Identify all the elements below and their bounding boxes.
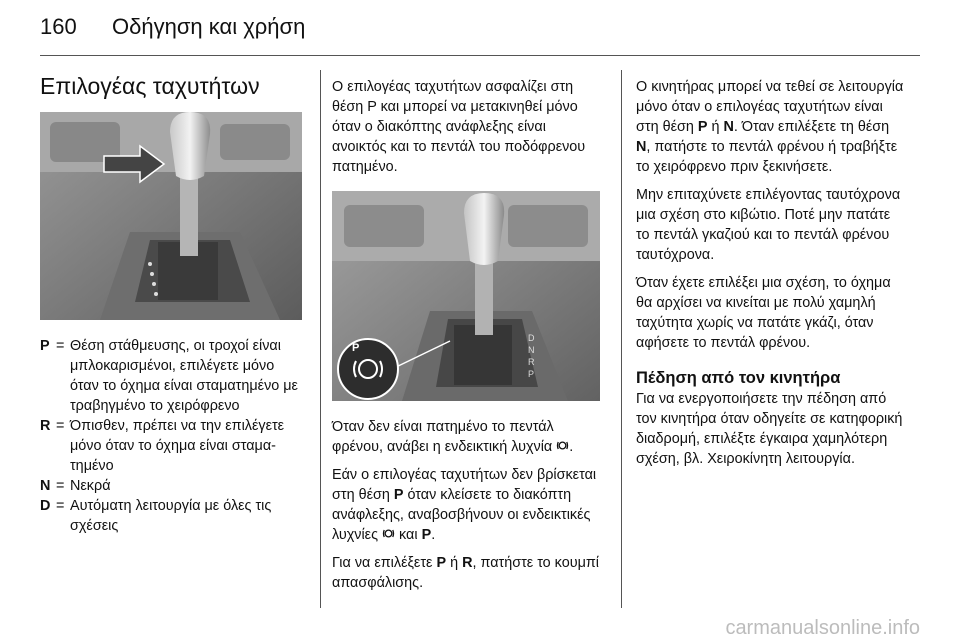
column-2 — [332, 77, 600, 601]
gate-label: R — [528, 357, 535, 367]
gear-key: N — [636, 139, 647, 155]
gear-description: Θέση στάθμευσης, οι τροχοί είναι μπλοκαρισμένοι, επιλέγετε μόνο όταν το όχημα είναι σταματημένο με τραβηγμένο το χειρόφρενο — [70, 338, 298, 414]
paragraph: Όταν έχετε επιλέξει μια σχέση, το όχημα θα αρχίσει να κινείται με πολύ χαμηλή ταχύτητα χωρίς να πατάτε γκάζι, όταν αφήσετε το πεντάλ φρένου. — [636, 275, 891, 351]
header-rule — [40, 55, 920, 56]
gear-key: R — [40, 418, 51, 434]
gear-key: D — [40, 498, 51, 514]
equals-sign: = — [56, 418, 65, 434]
gear-key: R — [462, 555, 473, 571]
equals-sign: = — [56, 478, 65, 494]
gear-key: N — [723, 119, 734, 135]
column-rule-2 — [621, 70, 622, 608]
brake-warning-lamp-icon — [382, 527, 395, 540]
list-item — [40, 416, 304, 476]
gear-key: P — [40, 338, 50, 354]
gear-selector-photo — [40, 112, 302, 320]
gear-key: P — [421, 527, 432, 543]
paragraph: Όταν δεν είναι πατημένο το πεντάλ φρένου, ανάβει η ενδεικτική λυχνία . — [332, 419, 574, 455]
column-1 — [40, 66, 304, 536]
paragraph: Για να επιλέξετε P ή R, πατήστε το κουμπί απασφάλισης. — [332, 555, 599, 591]
gear-description: Αυτόματη λειτουργία με όλες τις σχέσεις — [70, 498, 272, 534]
column-rule-1 — [320, 70, 321, 608]
gear-key: N — [40, 478, 51, 494]
column-3 — [636, 77, 904, 477]
gear-key: P — [436, 555, 447, 571]
equals-sign: = — [56, 498, 65, 514]
gear-position-list — [40, 336, 304, 536]
paragraph: Ο επιλογέας ταχυτήτων ασφαλίζει στη θέση P και μπορεί να μετακινηθεί μόνο όταν ο διακόπτης ανάφλεξης είναι ανοικτός και το πεντάλ του ποδόφρενου πατημένο. — [332, 79, 586, 175]
gear-key: P — [697, 119, 708, 135]
gear-key: P — [393, 487, 404, 503]
brake-warning-lamp-icon — [556, 439, 569, 452]
paragraph: Ο κινητήρας μπορεί να τεθεί σε λειτουργία μόνο όταν ο επιλογέας ταχυτήτων είναι στη θέση P ή N. Όταν επιλέξετε τη θέση N, πατήστε το πεντάλ φρένου ή τραβήξτε το χειρόφρενο πριν ξεκινήσετε. — [636, 79, 904, 175]
gate-label: P — [528, 369, 535, 379]
gate-label: D — [528, 333, 535, 343]
watermark: carmanualsonline.info — [725, 617, 920, 639]
equals-sign: = — [56, 338, 65, 354]
paragraph: Μην επιταχύνετε επιλέγοντας ταυτόχρονα μια σχέση στο κιβώτιο. Ποτέ μην πατάτε το πεντάλ γκαζιού και το πεντάλ φρένου ταυτόχρονα. — [636, 187, 901, 263]
section-title: Επιλογέας ταχυτήτων — [40, 73, 260, 99]
list-item — [40, 496, 304, 536]
gear-selector-lamp-photo — [332, 191, 600, 401]
figure-label-p: P — [352, 342, 360, 354]
gate-label: N — [528, 345, 535, 355]
gear-description: Όπισθεν, πρέπει να την επιλέγετε μόνο όταν το όχημα είναι σταματημένο — [70, 418, 285, 474]
subsection-title: Πέδηση από τον κινητήρα — [636, 369, 841, 387]
paragraph: Εάν ο επιλογέας ταχυτήτων δεν βρίσκεται στη θέση P όταν κλείσετε το διακόπτη ανάφλεξης, αναβοσβήνουν οι ενδεικτικές λυχνίες και P. — [332, 467, 597, 543]
gear-description: Νεκρά — [70, 478, 111, 494]
chapter-title: Οδήγηση και χρήση — [112, 14, 306, 39]
paragraph: Για να ενεργοποιήσετε την πέδηση από τον κινητήρα όταν οδηγείτε σε κατηφορική διαδρομή, επιλέξτε έγκαιρα χαμηλότερη σχέση, βλ. Χειροκίνητη λειτουργία. — [636, 391, 903, 467]
list-item — [40, 336, 304, 416]
page-number: 160 — [40, 14, 77, 39]
list-item — [40, 476, 304, 496]
